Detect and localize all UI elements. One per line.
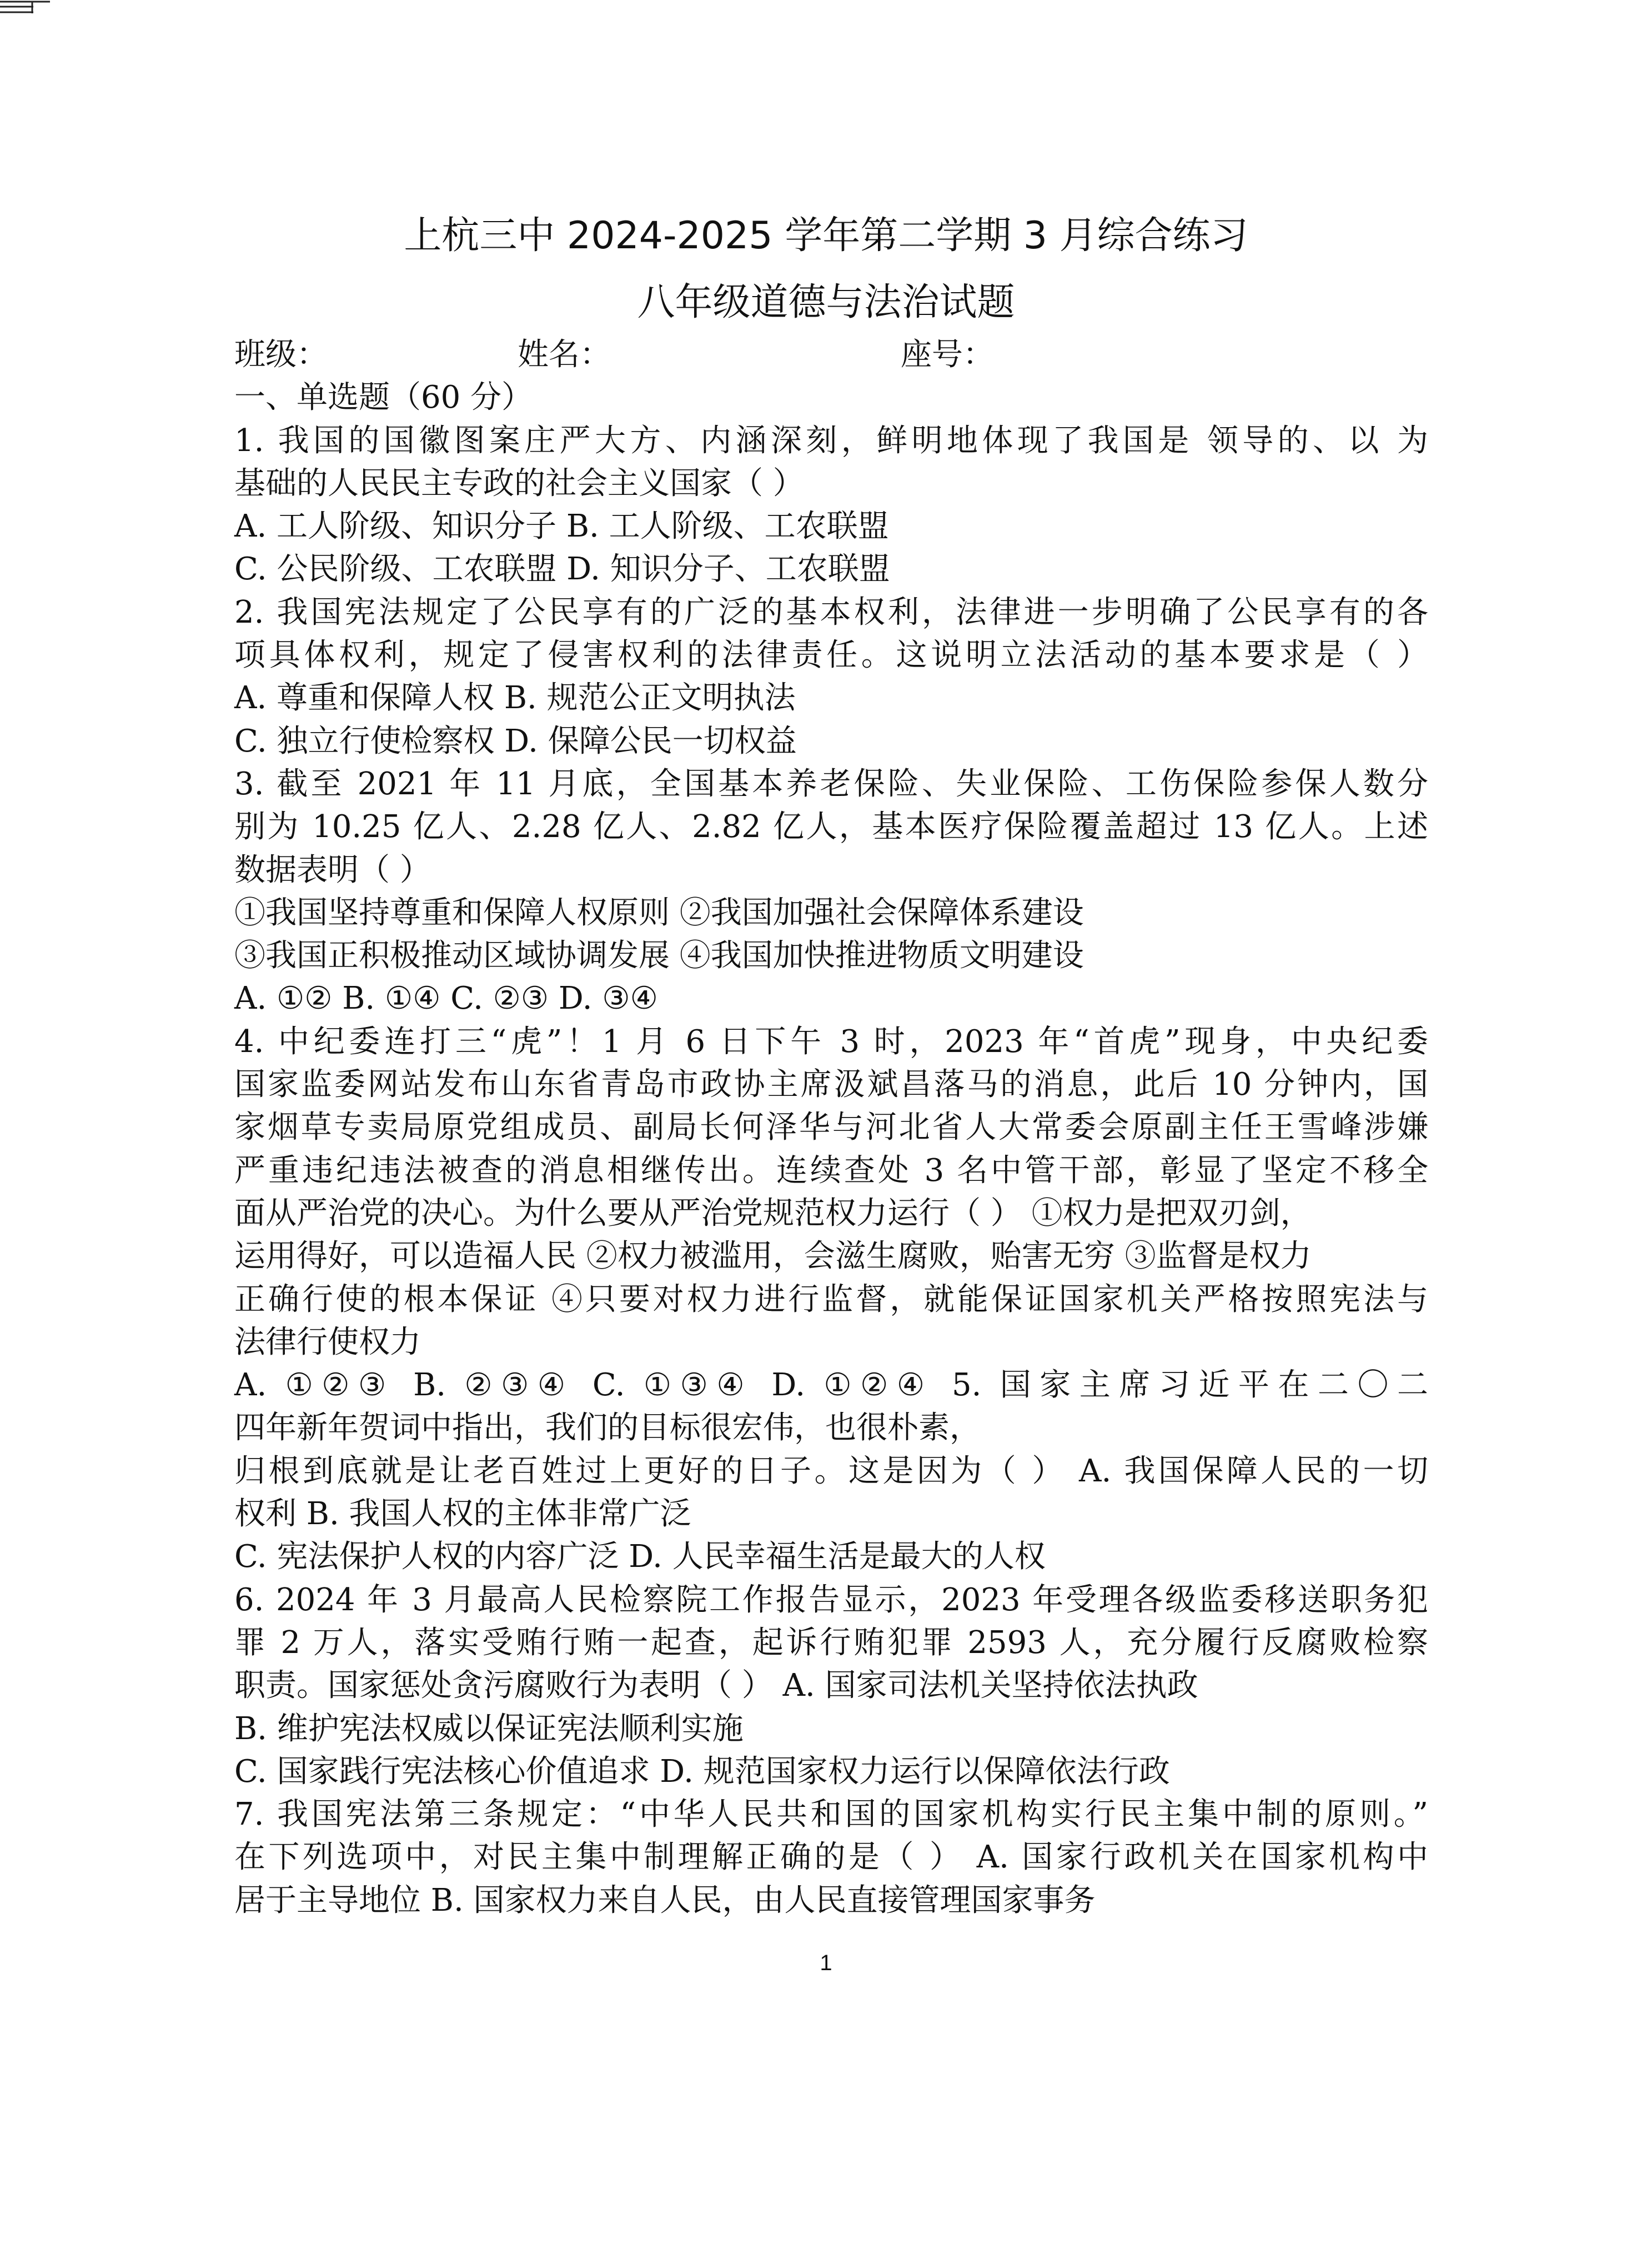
- exam-body: [234, 333, 1428, 1922]
- text-line: 项具体权利，规定了侵害权利的法律责任。这说明立法活动的基本要求是（ ）: [234, 637, 1428, 674]
- text-line: 在下列选项中，对民主集中制理解正确的是（ ） A. 国家行政机关在国家机构中: [234, 1839, 1428, 1876]
- option-line: B. 维护宪法权威以保证宪法顺利实施: [234, 1710, 744, 1747]
- text-line: 罪 2 万人，落实受贿行贿一起查，起诉行贿犯罪 2593 人，充分履行反腐败检察: [234, 1624, 1428, 1661]
- exam-subtitle: 八年级道德与法治试题: [637, 280, 1015, 324]
- corner-decoration: [0, 0, 51, 14]
- exam-title: 上杭三中 2024-2025 学年第二学期 3 月综合练习: [404, 214, 1248, 258]
- option-line: C. 国家践行宪法核心价值追求 D. 规范国家权力运行以保障依法行政: [234, 1753, 1170, 1790]
- option-line: C. 独立行使检察权 D. 保障公民一切权益: [234, 723, 797, 759]
- text-line: 运用得好，可以造福人民 ②权力被滥用，会滋生腐败，贻害无穷 ③监督是权力: [234, 1238, 1312, 1275]
- text-line: 2. 我国宪法规定了公民享有的广泛的基本权利，法律进一步明确了公民享有的各: [234, 594, 1428, 630]
- option-line: C. 公民阶级、工农联盟 D. 知识分子、工农联盟: [234, 551, 890, 588]
- text-line: 家烟草专卖局原党组成员、副局长何泽华与河北省人大常委会原副主任王雪峰涉嫌: [234, 1109, 1428, 1146]
- option-line: A. 工人阶级、知识分子 B. 工人阶级、工农联盟: [234, 508, 889, 545]
- text-line: 法律行使权力: [234, 1324, 421, 1360]
- option-line: 权利 B. 我国人权的主体非常广泛: [234, 1496, 691, 1532]
- seat-label: 座号：: [901, 337, 994, 373]
- text-line: 正确行使的根本保证 ④只要对权力进行监督，就能保证国家机关严格按照宪法与: [234, 1281, 1428, 1318]
- text-line: 归根到底就是让老百姓过上更好的日子。这是因为（ ） A. 我国保障人民的一切: [234, 1452, 1428, 1489]
- text-line: 数据表明（ ）: [234, 851, 431, 888]
- option-line: C. 宪法保护人权的内容广泛 D. 人民幸福生活是最大的人权: [234, 1539, 1046, 1575]
- text-line: 严重违纪违法被查的消息相继传出。连续查处 3 名中管干部，彰显了坚定不移全: [234, 1152, 1428, 1189]
- text-line: 国家监委网站发布山东省青岛市政协主席汲斌昌落马的消息，此后 10 分钟内，国: [234, 1066, 1428, 1103]
- class-label: 班级：: [234, 337, 328, 373]
- option-line: A. 尊重和保障人权 B. 规范公正文明执法: [234, 680, 796, 717]
- section-heading: 一、单选题（60 分）: [234, 379, 533, 416]
- student-info-row: [234, 333, 1428, 376]
- text-line: 面从严治党的决心。为什么要从严治党规范权力运行（ ） ①权力是把双刃剑，: [234, 1195, 1312, 1231]
- page-number: 1: [820, 1951, 832, 1975]
- text-line: 别为 10.25 亿人、2.28 亿人、2.82 亿人，基本医疗保险覆盖超过 13 亿人。上述: [234, 809, 1428, 845]
- option-line: ①我国坚持尊重和保障人权原则 ②我国加强社会保障体系建设: [234, 894, 1084, 931]
- name-label: 姓名：: [518, 337, 611, 373]
- text-line: 四年新年贺词中指出，我们的目标很宏伟，也很朴素，: [234, 1410, 981, 1446]
- text-line: 4. 中纪委连打三“虎”！1 月 6 日下午 3 时，2023 年“首虎”现身，中央纪委: [234, 1023, 1429, 1060]
- option-line: A. ①②③ B. ②③④ C. ①③④ D. ①②④ 5. 国家主席习近平在二〇二: [234, 1367, 1428, 1404]
- text-line: 居于主导地位 B. 国家权力来自人民，由人民直接管理国家事务: [234, 1882, 1096, 1919]
- text-line: 3. 截至 2021 年 11 月底，全国基本养老保险、失业保险、工伤保险参保人数分: [234, 765, 1428, 802]
- text-line: 基础的人民民主专政的社会主义国家（ ）: [234, 465, 804, 502]
- text-line: 1. 我国的国徽图案庄严大方、内涵深刻，鲜明地体现了我国是 领导的、以 为: [234, 422, 1428, 459]
- text-line: 7. 我国宪法第三条规定：“中华人民共和国的国家机构实行民主集中制的原则。”: [234, 1796, 1428, 1833]
- option-line: A. ①② B. ①④ C. ②③ D. ③④: [234, 980, 658, 1017]
- option-line: ③我国正积极推动区域协调发展 ④我国加快推进物质文明建设: [234, 938, 1084, 974]
- text-line: 职责。国家惩处贪污腐败行为表明（ ） A. 国家司法机关坚持依法执政: [234, 1667, 1198, 1704]
- text-line: 6. 2024 年 3 月最高人民检察院工作报告显示，2023 年受理各级监委移送职务犯: [234, 1581, 1428, 1618]
